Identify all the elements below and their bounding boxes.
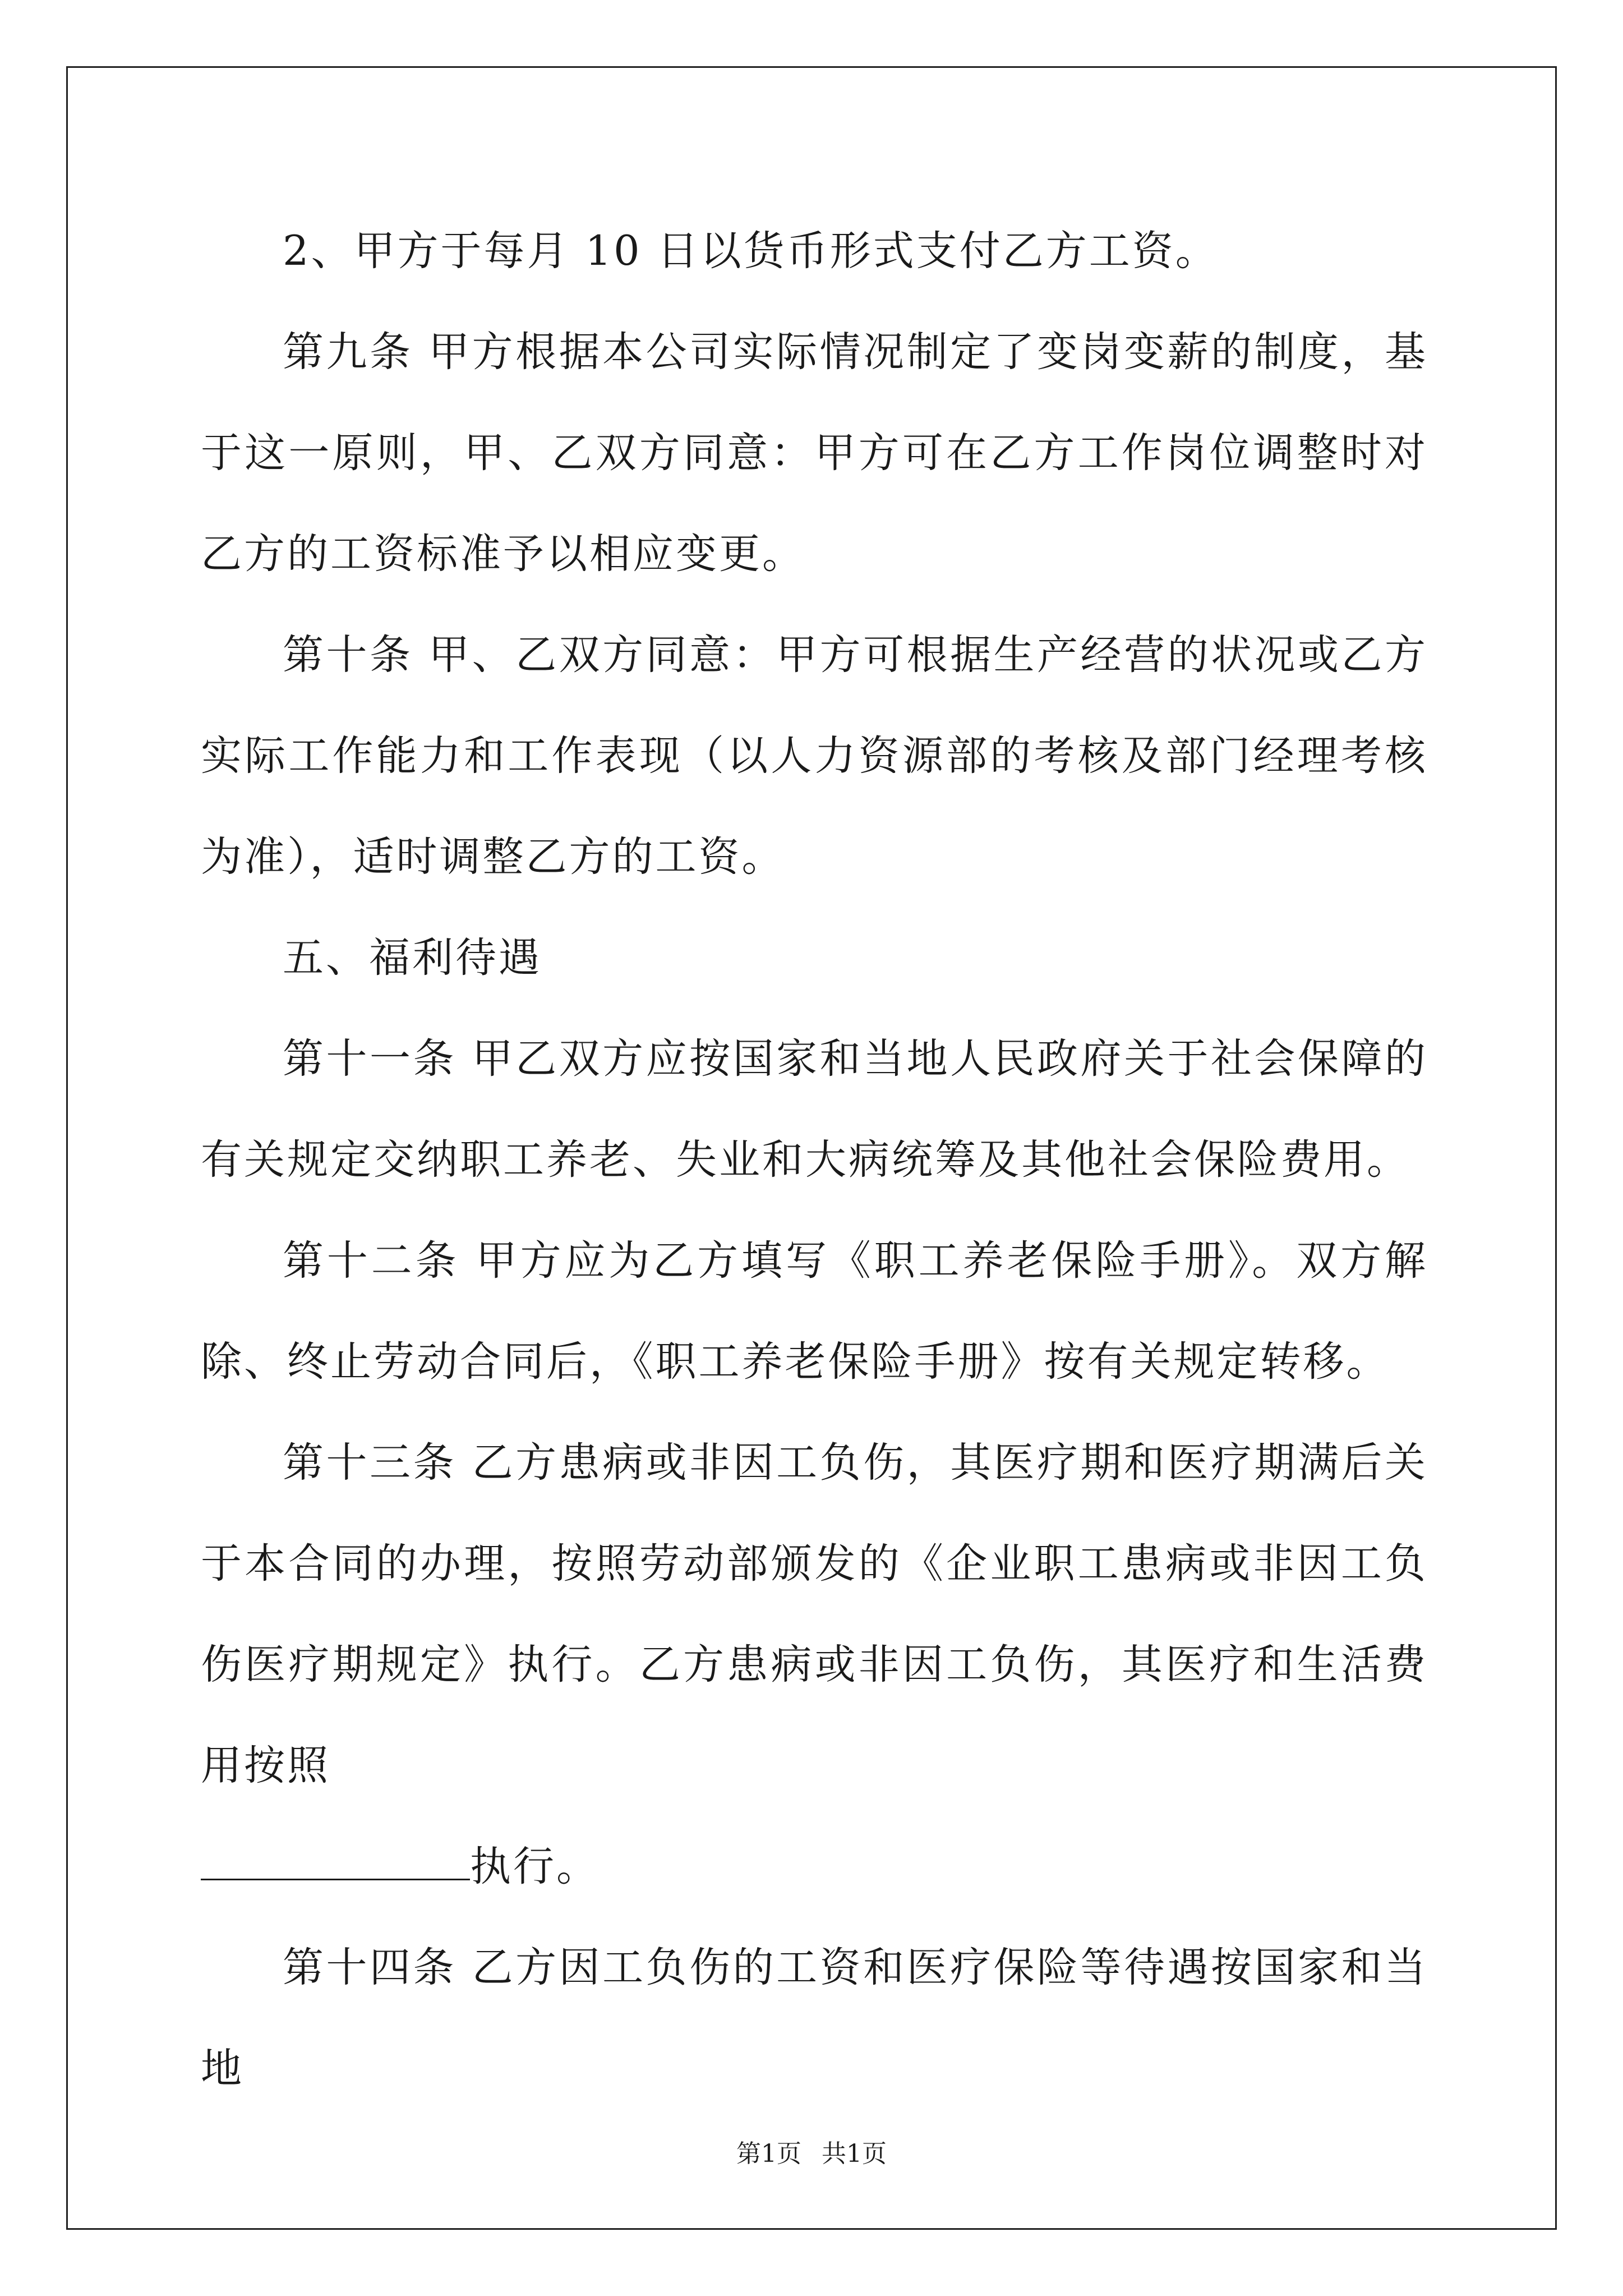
blank-suffix-text: 执行。: [470, 1843, 600, 1890]
paragraph-article-12: 第十二条 甲方应为乙方填写《职工养老保险手册》。双方解除、终止劳动合同后，《职工养老保险手册》按有关规定转移。: [201, 1237, 1428, 1386]
page-footer: [0, 2137, 1623, 2171]
document-body: [201, 201, 1428, 2119]
paragraph-salary-payment: 2、甲方于每月 10 日以货币形式支付乙方工资。: [283, 227, 1219, 275]
paragraph-article-13: 第十三条 乙方患病或非因工负伤，其医疗期和医疗期满后关于本合同的办理，按照劳动部颁发的《企业职工患病或非因工负伤医疗期规定》执行。乙方患病或非因工负伤，其医疗和生活费用按照: [201, 1439, 1428, 1789]
paragraph-article-10: 第十条 甲、乙双方同意：甲方可根据生产经营的状况或乙方实际工作能力和工作表现（以人力资源部的考核及部门经理考核为准），适时调整乙方的工资。: [201, 631, 1428, 881]
page-number-total: 共1页: [822, 2139, 887, 2168]
paragraph-article-11: 第十一条 甲乙双方应按国家和当地人民政府关于社会保障的有关规定交纳职工养老、失业和大病统筹及其他社会保险费用。: [201, 1035, 1428, 1184]
section-heading-welfare: 五、福利待遇: [283, 934, 542, 982]
paragraph-article-13-continuation: [201, 1816, 1428, 1917]
page-number-current: 第1页: [736, 2139, 801, 2168]
paragraph-article-14: 第十四条 乙方因工负伤的工资和医疗保险等待遇按国家和当地: [201, 1944, 1428, 2092]
fill-in-blank-line: [201, 1846, 470, 1880]
paragraph-article-9: 第九条 甲方根据本公司实际情况制定了变岗变薪的制度，基于这一原则，甲、乙双方同意：甲方可在乙方工作岗位调整时对乙方的工资标准予以相应变更。: [201, 328, 1428, 578]
